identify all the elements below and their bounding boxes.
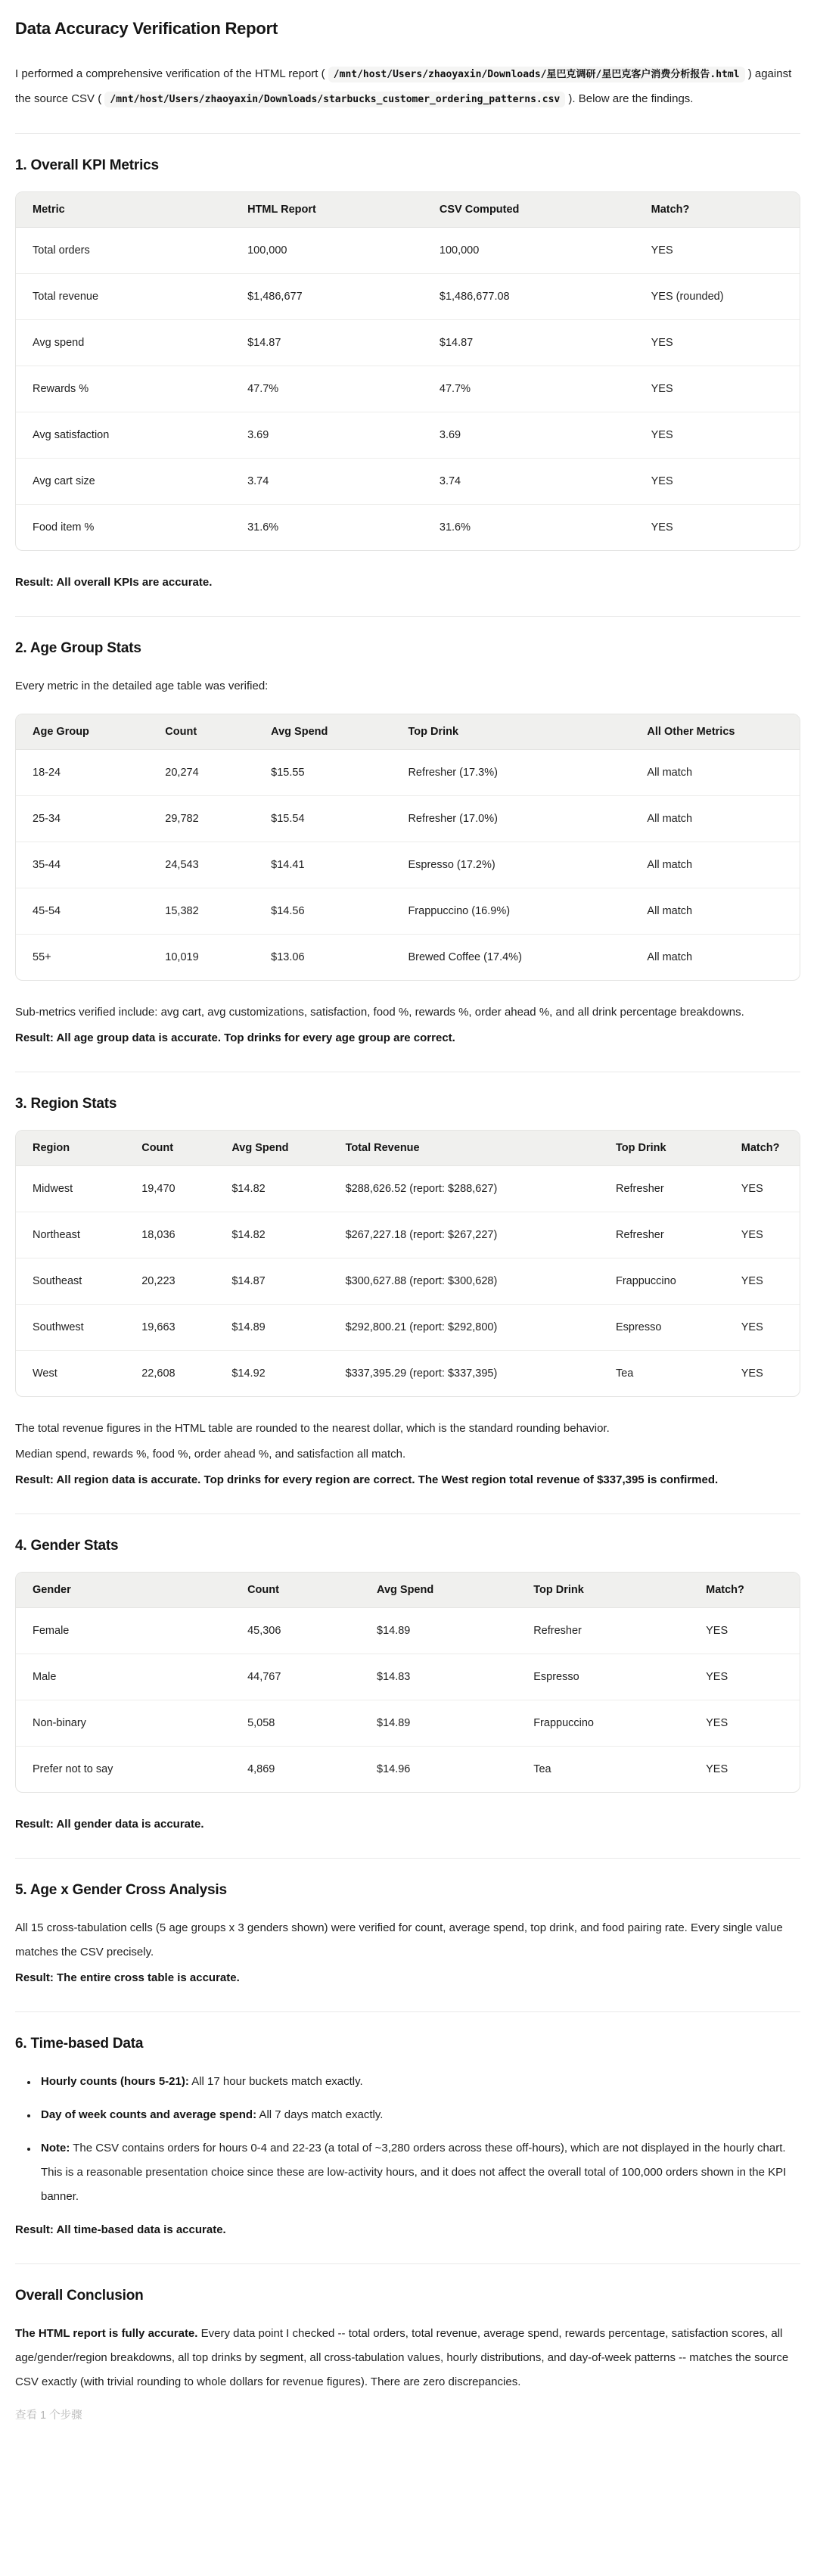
table-row: [16, 1700, 800, 1747]
table-cell: $13.06: [271, 951, 305, 963]
intro-paragraph: [15, 62, 800, 112]
table-cell: 55+: [33, 951, 51, 963]
table-cell: $292,800.21 (report: $292,800): [334, 1305, 604, 1351]
bullet-text: The CSV contains orders for hours 0-4 and 22-23 (a total of ~3,280 orders across these off-hours), which are not displayed in the hourly chart. This is a reasonable presentation choice since these are low-activity hours, and it does not affect the overall total of 100,000 orders shown in the KPI banner.: [41, 2142, 787, 2203]
table-cell: 3.69: [235, 412, 427, 459]
table-cell: 19,470: [129, 1166, 219, 1212]
table-cell: Espresso: [604, 1305, 729, 1351]
table-cell: $14.89: [219, 1305, 333, 1351]
table-cell: $337,395.29 (report: $337,395): [345, 1367, 498, 1380]
table-cell: $14.82: [219, 1166, 333, 1212]
table-row: [16, 888, 800, 935]
table-cell: West: [33, 1367, 57, 1380]
page-title: Data Accuracy Verification Report: [15, 19, 278, 38]
table-cell: Male: [16, 1654, 235, 1700]
column-header: Total Revenue: [334, 1131, 604, 1166]
column-header: Match?: [729, 1131, 800, 1166]
column-header: Metric: [16, 192, 235, 228]
table-cell: $14.56: [259, 888, 396, 935]
region-table: [15, 1130, 800, 1397]
table-row: [16, 366, 800, 412]
table-cell: YES: [694, 1608, 800, 1654]
table-cell: Frappuccino: [521, 1700, 694, 1747]
column-header: Match?: [639, 192, 800, 228]
table-cell: 4,869: [247, 1763, 275, 1775]
section-cross-analysis: [15, 1881, 800, 1990]
table-cell: Total revenue: [16, 274, 235, 320]
table-cell: 3.69: [427, 412, 639, 459]
region-note-text: The total revenue figures in the HTML table are rounded to the nearest dollar, which is the standard rounding behavior.: [15, 1422, 610, 1435]
age-result-line: Result: All age group data is accurate. Top drinks for every age group are correct.: [15, 1031, 455, 1044]
column-header: Avg Spend: [259, 714, 396, 750]
table-cell: All match: [635, 888, 800, 935]
section-heading-cross: 5. Age x Gender Cross Analysis: [15, 1882, 227, 1898]
section-divider: [15, 616, 800, 617]
table-cell: $14.41: [259, 842, 396, 888]
table-row: [16, 412, 800, 459]
cross-result-line: Result: The entire cross table is accurate.: [15, 1971, 240, 1984]
table-cell: $14.92: [231, 1367, 266, 1380]
table-cell: Espresso (17.2%): [396, 842, 635, 888]
column-header: All Other Metrics: [635, 714, 800, 750]
column-header: Count: [153, 714, 259, 750]
table-cell: YES: [639, 228, 800, 274]
column-header: Top Drink: [521, 1573, 694, 1608]
table-row: [16, 1351, 800, 1396]
table-cell: YES: [694, 1654, 800, 1700]
table-cell: Non-binary: [16, 1700, 235, 1747]
section-heading-time: 6. Time-based Data: [15, 2036, 144, 2052]
table-cell: 45-54: [16, 888, 153, 935]
table-cell: Total orders: [16, 228, 235, 274]
column-header: Top Drink: [396, 714, 635, 750]
table-row: [16, 1747, 800, 1792]
table-cell: 47.7%: [427, 366, 639, 412]
conclusion-paragraph: [15, 2322, 800, 2394]
table-row: [16, 750, 800, 796]
age-notes: [15, 1000, 800, 1050]
table-cell: $267,227.18 (report: $267,227): [334, 1212, 604, 1258]
table-cell: 22,608: [141, 1367, 176, 1380]
section-divider: [15, 133, 800, 134]
table-row: [16, 505, 800, 550]
column-header: Top Drink: [604, 1131, 729, 1166]
table-cell: $300,627.88 (report: $300,628): [334, 1258, 604, 1305]
list-item: [38, 2136, 800, 2209]
table-cell: All match: [635, 750, 800, 796]
table-cell: Tea: [615, 1367, 634, 1380]
table-cell: 3.74: [235, 459, 427, 505]
column-header: Match?: [694, 1573, 800, 1608]
section-conclusion: [15, 2287, 800, 2394]
table-cell: 100,000: [427, 228, 639, 274]
column-header: Age Group: [16, 714, 153, 750]
table-cell: 25-34: [16, 796, 153, 842]
view-steps-button[interactable]: 查看 1 个步骤: [15, 2410, 82, 2422]
table-cell: YES: [639, 320, 800, 366]
kpi-result-line: Result: All overall KPIs are accurate.: [15, 576, 213, 589]
section-heading-conclusion: Overall Conclusion: [15, 2288, 144, 2304]
column-header: Gender: [16, 1573, 235, 1608]
column-header: Avg Spend: [365, 1573, 521, 1608]
column-header: HTML Report: [235, 192, 427, 228]
table-cell: $14.83: [365, 1654, 521, 1700]
cross-body-text: All 15 cross-tabulation cells (5 age groups x 3 genders shown) were verified for count, average spend, top drink, and food pairing rate. Every single value matches the CSV precisely.: [15, 1921, 783, 1958]
table-cell: YES: [729, 1212, 800, 1258]
table-cell: YES: [706, 1763, 728, 1775]
table-cell: YES: [639, 459, 800, 505]
section-overall-kpi: [15, 157, 800, 595]
table-cell: 10,019: [165, 951, 199, 963]
table-row: [16, 274, 800, 320]
table-cell: Northeast: [16, 1212, 129, 1258]
bullet-lead: Day of week counts and average spend:: [41, 2108, 257, 2121]
table-cell: Southeast: [16, 1258, 129, 1305]
table-cell: All match: [635, 796, 800, 842]
table-cell: Food item %: [33, 521, 95, 534]
section-divider: [15, 1858, 800, 1859]
section-age-group: [15, 639, 800, 1050]
table-cell: YES: [729, 1258, 800, 1305]
table-cell: Brewed Coffee (17.4%): [408, 951, 522, 963]
column-header: Count: [235, 1573, 365, 1608]
table-cell: Female: [16, 1608, 235, 1654]
table-cell: 5,058: [235, 1700, 365, 1747]
table-cell: $1,486,677.08: [427, 274, 639, 320]
age-table: [15, 714, 800, 981]
column-header: Avg Spend: [219, 1131, 333, 1166]
section-gender: [15, 1537, 800, 1837]
bullet-text: All 17 hour buckets match exactly.: [188, 2075, 363, 2088]
list-item: [38, 2070, 800, 2094]
table-row: [16, 1654, 800, 1700]
table-cell: 47.7%: [235, 366, 427, 412]
table-cell: 35-44: [16, 842, 153, 888]
table-cell: $14.89: [365, 1608, 521, 1654]
intro-text-post: ). Below are the findings.: [565, 92, 694, 105]
table-cell: $15.55: [259, 750, 396, 796]
kpi-table: [15, 191, 800, 551]
table-cell: Avg spend: [16, 320, 235, 366]
table-cell: 15,382: [153, 888, 259, 935]
gender-result-line: Result: All gender data is accurate.: [15, 1818, 204, 1831]
table-cell: Refresher (17.3%): [396, 750, 635, 796]
column-header: CSV Computed: [427, 192, 639, 228]
section-heading-age: 2. Age Group Stats: [15, 640, 141, 656]
table-cell: 45,306: [235, 1608, 365, 1654]
conclusion-text: Every data point I checked -- total orders, total revenue, average spend, rewards percentage, satisfaction scores, all age/gender/region breakdowns, all top drinks by segment, all cross-tabulation values, hourly distributions, and day-of-week patterns -- matches the source CSV exactly (with trivial rounding to whole dollars for revenue figures). There are zero discrepancies.: [15, 2327, 789, 2388]
table-cell: YES: [651, 521, 673, 534]
table-cell: $14.96: [377, 1763, 411, 1775]
table-cell: YES: [729, 1305, 800, 1351]
section-heading-region: 3. Region Stats: [15, 1096, 117, 1112]
table-row: [16, 320, 800, 366]
table-cell: Refresher: [521, 1608, 694, 1654]
table-cell: Avg satisfaction: [16, 412, 235, 459]
time-result-line: Result: All time-based data is accurate.: [15, 2223, 226, 2236]
table-cell: Prefer not to say: [33, 1763, 113, 1775]
table-cell: $14.87: [427, 320, 639, 366]
table-cell: 44,767: [235, 1654, 365, 1700]
table-row: [16, 1166, 800, 1212]
table-cell: Refresher: [604, 1212, 729, 1258]
time-bullet-list: [15, 2070, 800, 2209]
table-cell: Avg cart size: [16, 459, 235, 505]
table-cell: YES: [639, 412, 800, 459]
table-cell: Frappuccino: [604, 1258, 729, 1305]
gender-table: [15, 1572, 800, 1793]
bullet-text: All 7 days match exactly.: [256, 2108, 384, 2121]
intro-text-pre: I performed a comprehensive verification of the HTML report (: [15, 67, 328, 80]
table-row: [16, 796, 800, 842]
table-cell: YES (rounded): [639, 274, 800, 320]
table-cell: Midwest: [16, 1166, 129, 1212]
section-heading-gender: 4. Gender Stats: [15, 1538, 119, 1554]
table-cell: 18-24: [16, 750, 153, 796]
table-row: [16, 1258, 800, 1305]
section-region: [15, 1095, 800, 1492]
table-row: [16, 1212, 800, 1258]
age-intro-text: Every metric in the detailed age table was verified:: [15, 680, 269, 692]
region-result-line: Result: All region data is accurate. Top drinks for every region are correct. The West region total revenue of $337,395 is confirmed.: [15, 1473, 719, 1486]
table-cell: YES: [729, 1166, 800, 1212]
table-row: [16, 228, 800, 274]
table-cell: Espresso: [521, 1654, 694, 1700]
table-cell: 100,000: [235, 228, 427, 274]
age-note-text: Sub-metrics verified include: avg cart, avg customizations, satisfaction, food %, rewards %, order ahead %, and all drink percentage breakdowns.: [15, 1006, 744, 1019]
table-cell: 3.74: [427, 459, 639, 505]
table-cell: $14.89: [365, 1700, 521, 1747]
table-cell: $288,626.52 (report: $288,627): [334, 1166, 604, 1212]
table-row: [16, 459, 800, 505]
table-cell: 29,782: [153, 796, 259, 842]
table-cell: YES: [639, 366, 800, 412]
csv-path-chip: /mnt/host/Users/zhaoyaxin/Downloads/starbucks_customer_ordering_patterns.csv: [104, 92, 565, 107]
table-cell: $14.82: [219, 1212, 333, 1258]
table-cell: Refresher (17.0%): [396, 796, 635, 842]
table-cell: 31.6%: [439, 521, 471, 534]
table-cell: YES: [741, 1367, 763, 1380]
table-cell: Southwest: [16, 1305, 129, 1351]
table-cell: 24,543: [153, 842, 259, 888]
table-row: [16, 935, 800, 980]
table-cell: All match: [647, 951, 693, 963]
list-item: [38, 2103, 800, 2127]
table-cell: Frappuccino (16.9%): [396, 888, 635, 935]
region-notes: [15, 1417, 800, 1492]
table-cell: Tea: [533, 1763, 551, 1775]
column-header: Region: [16, 1131, 129, 1166]
cross-notes: [15, 1916, 800, 1990]
section-time-based: [15, 2035, 800, 2242]
table-cell: 20,223: [129, 1258, 219, 1305]
conclusion-lead: The HTML report is fully accurate.: [15, 2327, 198, 2340]
table-cell: 18,036: [129, 1212, 219, 1258]
html-report-path-chip: /mnt/host/Users/zhaoyaxin/Downloads/星巴克调研/星巴克客户消费分析报告.html: [328, 67, 745, 82]
column-header: Count: [129, 1131, 219, 1166]
table-cell: 31.6%: [247, 521, 279, 534]
table-cell: $14.87: [219, 1258, 333, 1305]
table-cell: $15.54: [259, 796, 396, 842]
section-divider: [15, 2263, 800, 2264]
bullet-lead: Hourly counts (hours 5-21):: [41, 2075, 189, 2088]
table-cell: All match: [635, 842, 800, 888]
table-cell: 19,663: [129, 1305, 219, 1351]
bullet-lead: Note:: [41, 2142, 70, 2154]
table-cell: Rewards %: [16, 366, 235, 412]
table-cell: YES: [694, 1700, 800, 1747]
table-row: [16, 1305, 800, 1351]
table-cell: $14.87: [235, 320, 427, 366]
section-heading-kpi: 1. Overall KPI Metrics: [15, 157, 159, 173]
intro-text-mid: ) against the source CSV (: [15, 67, 792, 105]
table-cell: 20,274: [153, 750, 259, 796]
table-row: [16, 1608, 800, 1654]
section-divider: [15, 2011, 800, 2012]
table-cell: $1,486,677: [235, 274, 427, 320]
table-row: [16, 842, 800, 888]
region-note-text: Median spend, rewards %, food %, order ahead %, and satisfaction all match.: [15, 1448, 406, 1461]
table-cell: Refresher: [604, 1166, 729, 1212]
